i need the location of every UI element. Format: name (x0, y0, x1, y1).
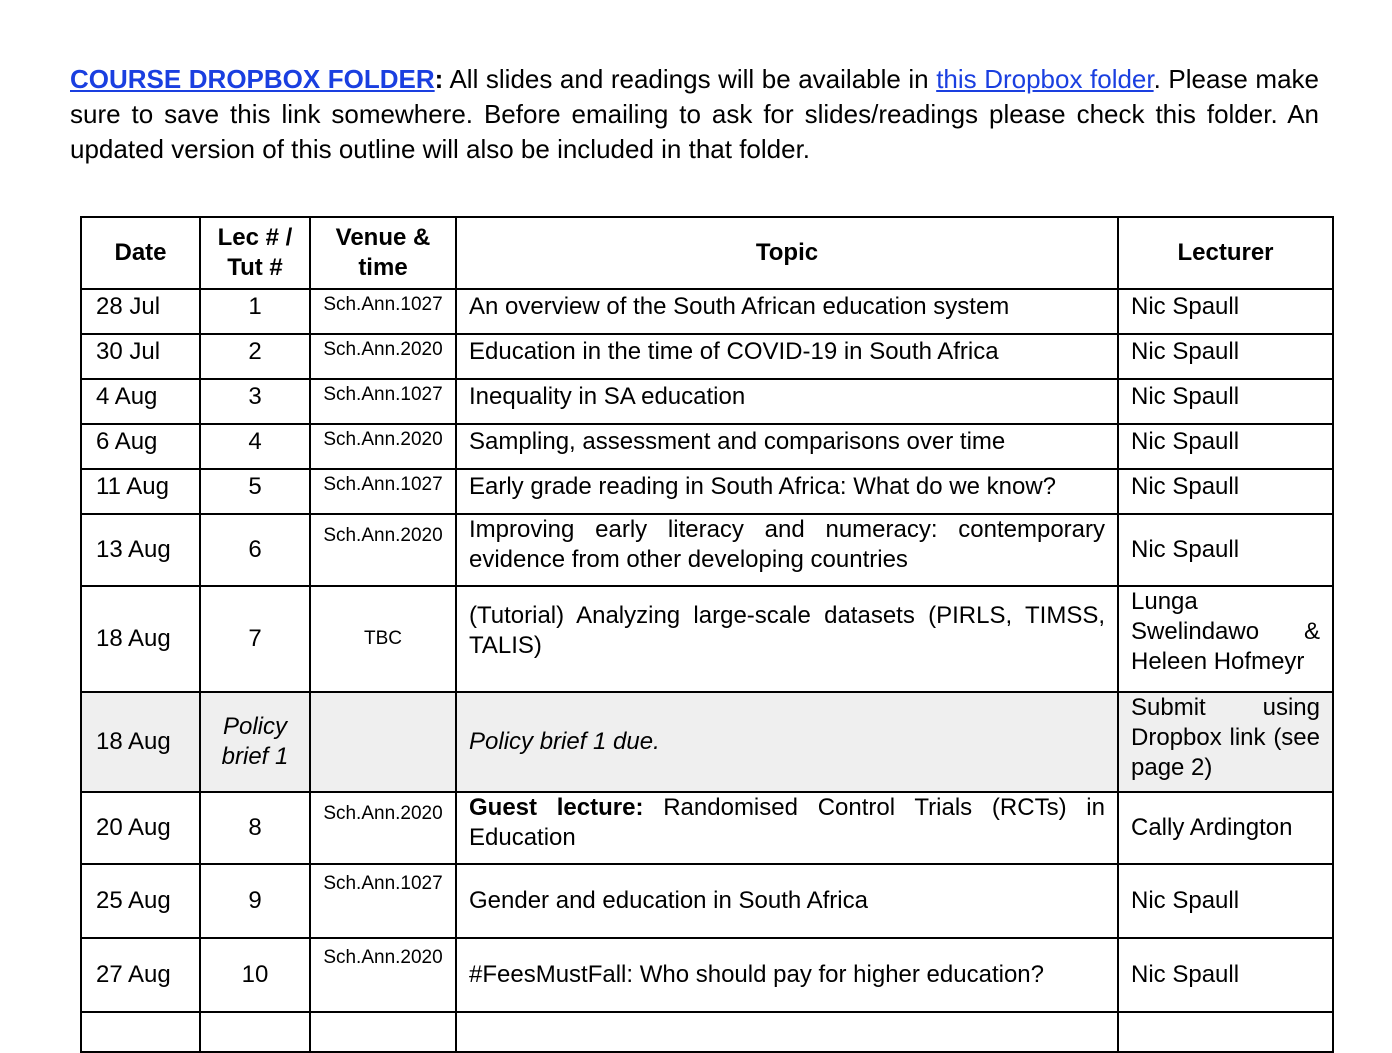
cell-lec: 1 (200, 289, 310, 334)
cell-venue: Sch.Ann.1027 (310, 289, 456, 334)
cell-date: 18 Aug (81, 586, 200, 692)
table-row (81, 334, 1333, 379)
cell-topic-text: Randomised Control Trials (RCTs) in Education (469, 794, 1105, 851)
header-lecturer: Lecturer (1118, 217, 1333, 289)
table-row-policy-brief (81, 692, 1333, 792)
cell-topic: An overview of the South African education system (456, 289, 1118, 334)
cell-lec: 6 (200, 514, 310, 586)
cell-date: 6 Aug (81, 424, 200, 469)
cell-lecturer: Submit using Dropbox link (see page 2) (1118, 692, 1333, 792)
table-row (81, 938, 1333, 1012)
table-row (81, 792, 1333, 864)
intro-paragraph (70, 62, 1319, 167)
intro-text-before-link: All slides and readings will be available in (443, 64, 937, 94)
cell-topic: (Tutorial) Analyzing large-scale datasets (PIRLS, TIMSS, TALIS) (456, 586, 1118, 692)
cell-lec: 4 (200, 424, 310, 469)
cell-date: 13 Aug (81, 514, 200, 586)
cell-empty (456, 1012, 1118, 1052)
table-row (81, 289, 1333, 334)
intro-colon: : (434, 64, 444, 94)
course-schedule-table (80, 216, 1334, 1053)
cell-venue: Sch.Ann.2020 (310, 424, 456, 469)
header-venue-time: Venue & time (310, 217, 456, 289)
cell-topic: Early grade reading in South Africa: What do we know? (456, 469, 1118, 514)
cell-empty (200, 1012, 310, 1052)
cell-topic: Sampling, assessment and comparisons over time (456, 424, 1118, 469)
cell-venue: Sch.Ann.2020 (310, 792, 456, 864)
cell-date: 20 Aug (81, 792, 200, 864)
cell-lecturer: Nic Spaull (1118, 514, 1333, 586)
cell-date: 27 Aug (81, 938, 200, 1012)
cell-empty (1118, 1012, 1333, 1052)
intro-text-after-link: . Please make sure to save this link somewhere. Before emailing to ask for slides/readings please check this folder. An updated version of this outline will also be included in that folder. (70, 64, 1320, 164)
cell-lec: 5 (200, 469, 310, 514)
cell-lec: 7 (200, 586, 310, 692)
table-row (81, 379, 1333, 424)
cell-topic: Gender and education in South Africa (456, 864, 1118, 938)
dropbox-folder-link[interactable]: this Dropbox folder (936, 64, 1154, 94)
cell-lecturer: Lunga Swelindawo & Heleen Hofmeyr (1118, 586, 1333, 692)
cell-topic: Improving early literacy and numeracy: contemporary evidence from other developing countries (456, 514, 1118, 586)
cell-lecturer: Cally Ardington (1118, 792, 1333, 864)
cell-venue: Sch.Ann.1027 (310, 864, 456, 938)
cell-date: 11 Aug (81, 469, 200, 514)
cell-topic: Education in the time of COVID-19 in South Africa (456, 334, 1118, 379)
cell-venue: Sch.Ann.1027 (310, 379, 456, 424)
cell-lec: 8 (200, 792, 310, 864)
cell-topic: Inequality in SA education (456, 379, 1118, 424)
cell-lecturer: Nic Spaull (1118, 469, 1333, 514)
header-topic: Topic (456, 217, 1118, 289)
table-row (81, 469, 1333, 514)
cell-date: 25 Aug (81, 864, 200, 938)
cell-lecturer: Nic Spaull (1118, 864, 1333, 938)
cell-lec: 3 (200, 379, 310, 424)
header-date: Date (81, 217, 200, 289)
table-row (81, 864, 1333, 938)
cell-lecturer: Nic Spaull (1118, 379, 1333, 424)
table-row (81, 514, 1333, 586)
cell-lecturer: Nic Spaull (1118, 334, 1333, 379)
cell-empty (81, 1012, 200, 1052)
cell-date: 28 Jul (81, 289, 200, 334)
cell-lec: 9 (200, 864, 310, 938)
cell-venue: Sch.Ann.2020 (310, 938, 456, 1012)
cell-lec: 10 (200, 938, 310, 1012)
guest-lecture-label: Guest lecture: (469, 794, 644, 821)
cell-venue: Sch.Ann.2020 (310, 514, 456, 586)
cell-topic: #FeesMustFall: Who should pay for higher education? (456, 938, 1118, 1012)
cell-topic (456, 792, 1118, 864)
cell-venue: Sch.Ann.2020 (310, 334, 456, 379)
course-dropbox-folder-link[interactable]: COURSE DROPBOX FOLDER (70, 64, 435, 94)
cell-lec: Policy brief 1 (200, 692, 310, 792)
cell-venue: TBC (310, 586, 456, 692)
cell-venue: Sch.Ann.1027 (310, 469, 456, 514)
table-row-partial (81, 1012, 1333, 1052)
cell-lecturer: Nic Spaull (1118, 938, 1333, 1012)
table-header-row (81, 217, 1333, 289)
cell-lecturer: Nic Spaull (1118, 424, 1333, 469)
cell-date: 30 Jul (81, 334, 200, 379)
table-row (81, 424, 1333, 469)
table-row (81, 586, 1333, 692)
cell-empty (310, 1012, 456, 1052)
header-lec-tut: Lec # / Tut # (200, 217, 310, 289)
cell-lecturer: Nic Spaull (1118, 289, 1333, 334)
cell-topic: Policy brief 1 due. (456, 692, 1118, 792)
cell-lec: 2 (200, 334, 310, 379)
cell-date: 18 Aug (81, 692, 200, 792)
cell-date: 4 Aug (81, 379, 200, 424)
cell-venue (310, 692, 456, 792)
